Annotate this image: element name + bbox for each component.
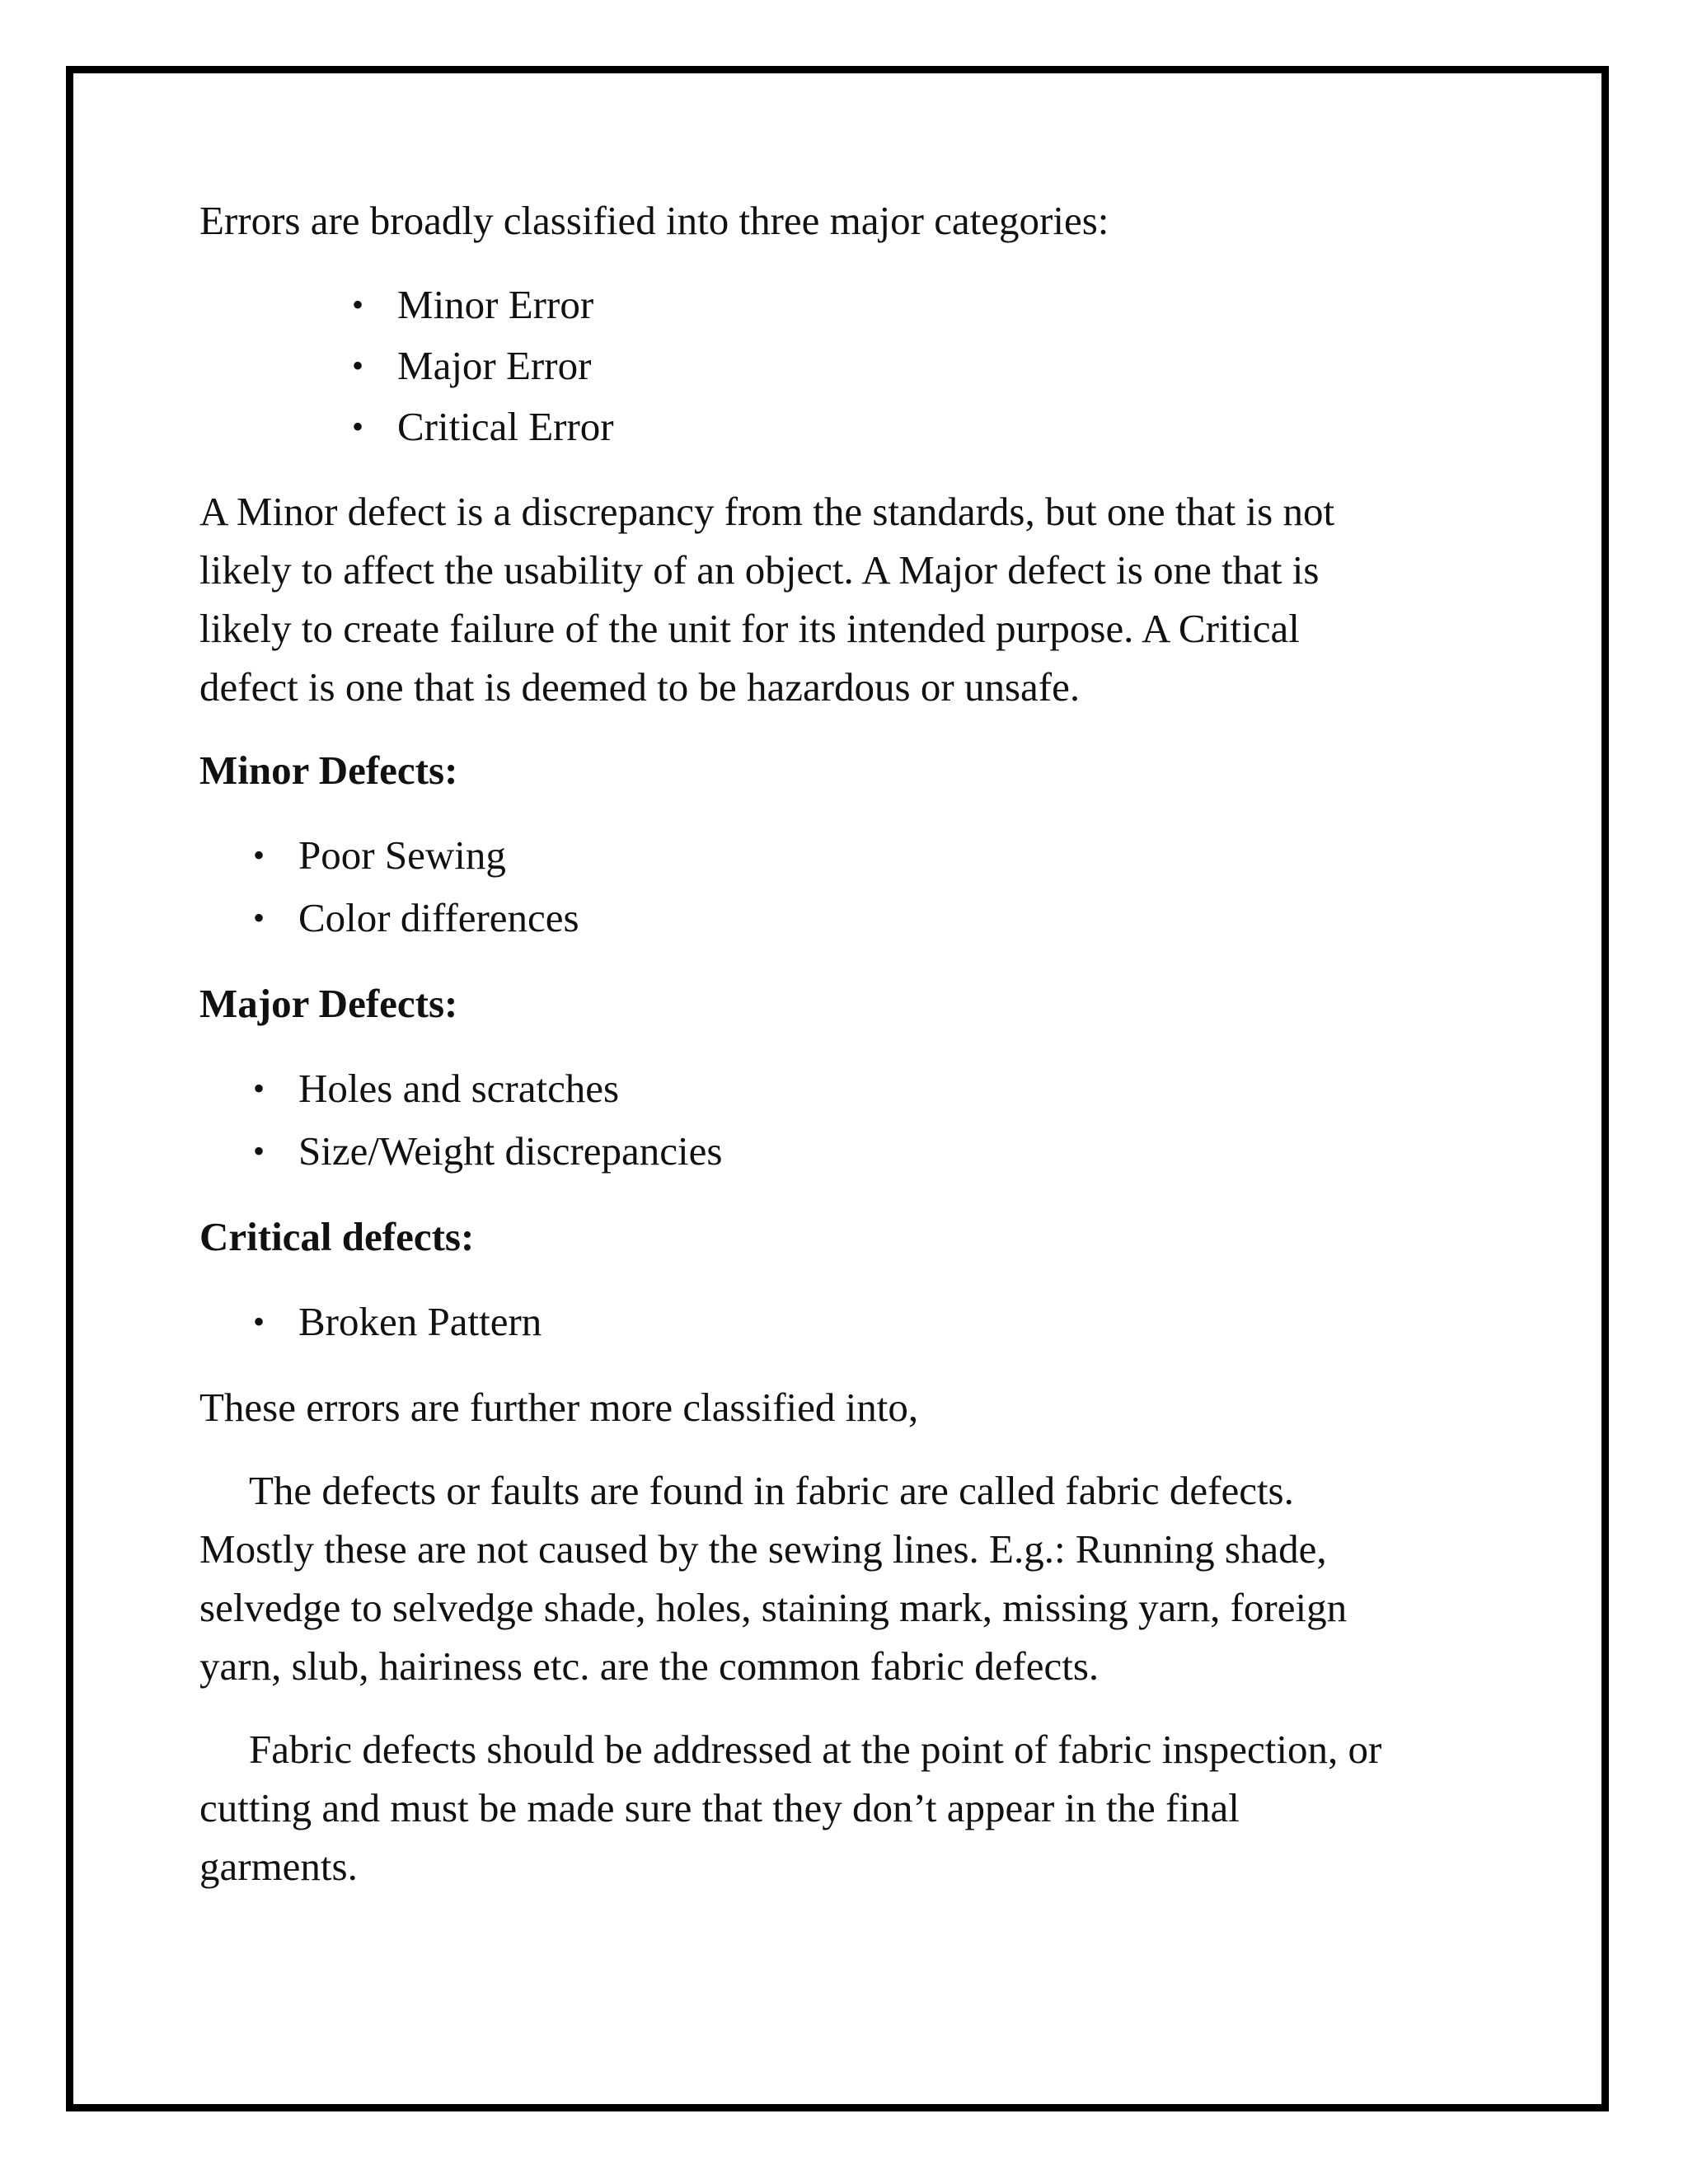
bullet-icon: • [253,1303,265,1340]
inspection-paragraph [199,1720,1518,1896]
bullet-icon: • [352,286,364,323]
critical-defects-heading: Critical defects: [199,1214,475,1259]
bullet-icon: • [253,899,265,936]
text-line: likely to affect the usability of an object. A Major defect is one that is [199,547,1320,593]
further-classification-text: These errors are further more classified into, [199,1385,919,1430]
critical-defects-list [253,1291,1518,1353]
list-item: • Major Error [352,335,1518,396]
text-line: cutting and must be made sure that they don’t appear in the final [199,1785,1240,1830]
text-line: A Minor defect is a discrepancy from the standards, but one that is not [199,489,1335,534]
bullet-icon: • [352,408,364,445]
bullet-icon: • [352,347,364,384]
major-defects-list [253,1057,1518,1183]
list-item: • Size/Weight discrepancies [253,1120,1518,1183]
list-item: • Broken Pattern [253,1291,1518,1353]
major-defects-heading: Major Defects: [199,981,458,1026]
bullet-icon: • [253,837,265,874]
text-line: Fabric defects should be addressed at the point of fabric inspection, or [249,1727,1382,1772]
list-item: • Critical Error [352,396,1518,457]
definition-paragraph [199,482,1518,716]
bullet-icon: • [253,1070,265,1107]
list-item: • Minor Error [352,274,1518,335]
fabric-defects-paragraph [199,1461,1518,1695]
text-line: garments. [199,1844,358,1889]
text-line: The defects or faults are found in fabric are called fabric defects. [249,1468,1294,1513]
list-item: • Holes and scratches [253,1057,1518,1120]
list-item: • Color differences [253,887,1518,949]
bullet-icon: • [253,1132,265,1169]
category-list [352,274,1518,457]
document-body [199,191,1518,1920]
intro-text: Errors are broadly classified into three major categories: [199,198,1109,243]
minor-defects-list [253,824,1518,949]
text-line: Mostly these are not caused by the sewing lines. E.g.: Running shade, [199,1526,1327,1572]
text-line: selvedge to selvedge shade, holes, staining mark, missing yarn, foreign [199,1585,1348,1630]
text-line: yarn, slub, hairiness etc. are the common fabric defects. [199,1643,1100,1689]
text-line: defect is one that is deemed to be hazardous or unsafe. [199,664,1081,710]
list-item: • Poor Sewing [253,824,1518,887]
minor-defects-heading: Minor Defects: [199,748,458,793]
text-line: likely to create failure of the unit for its intended purpose. A Critical [199,606,1300,651]
